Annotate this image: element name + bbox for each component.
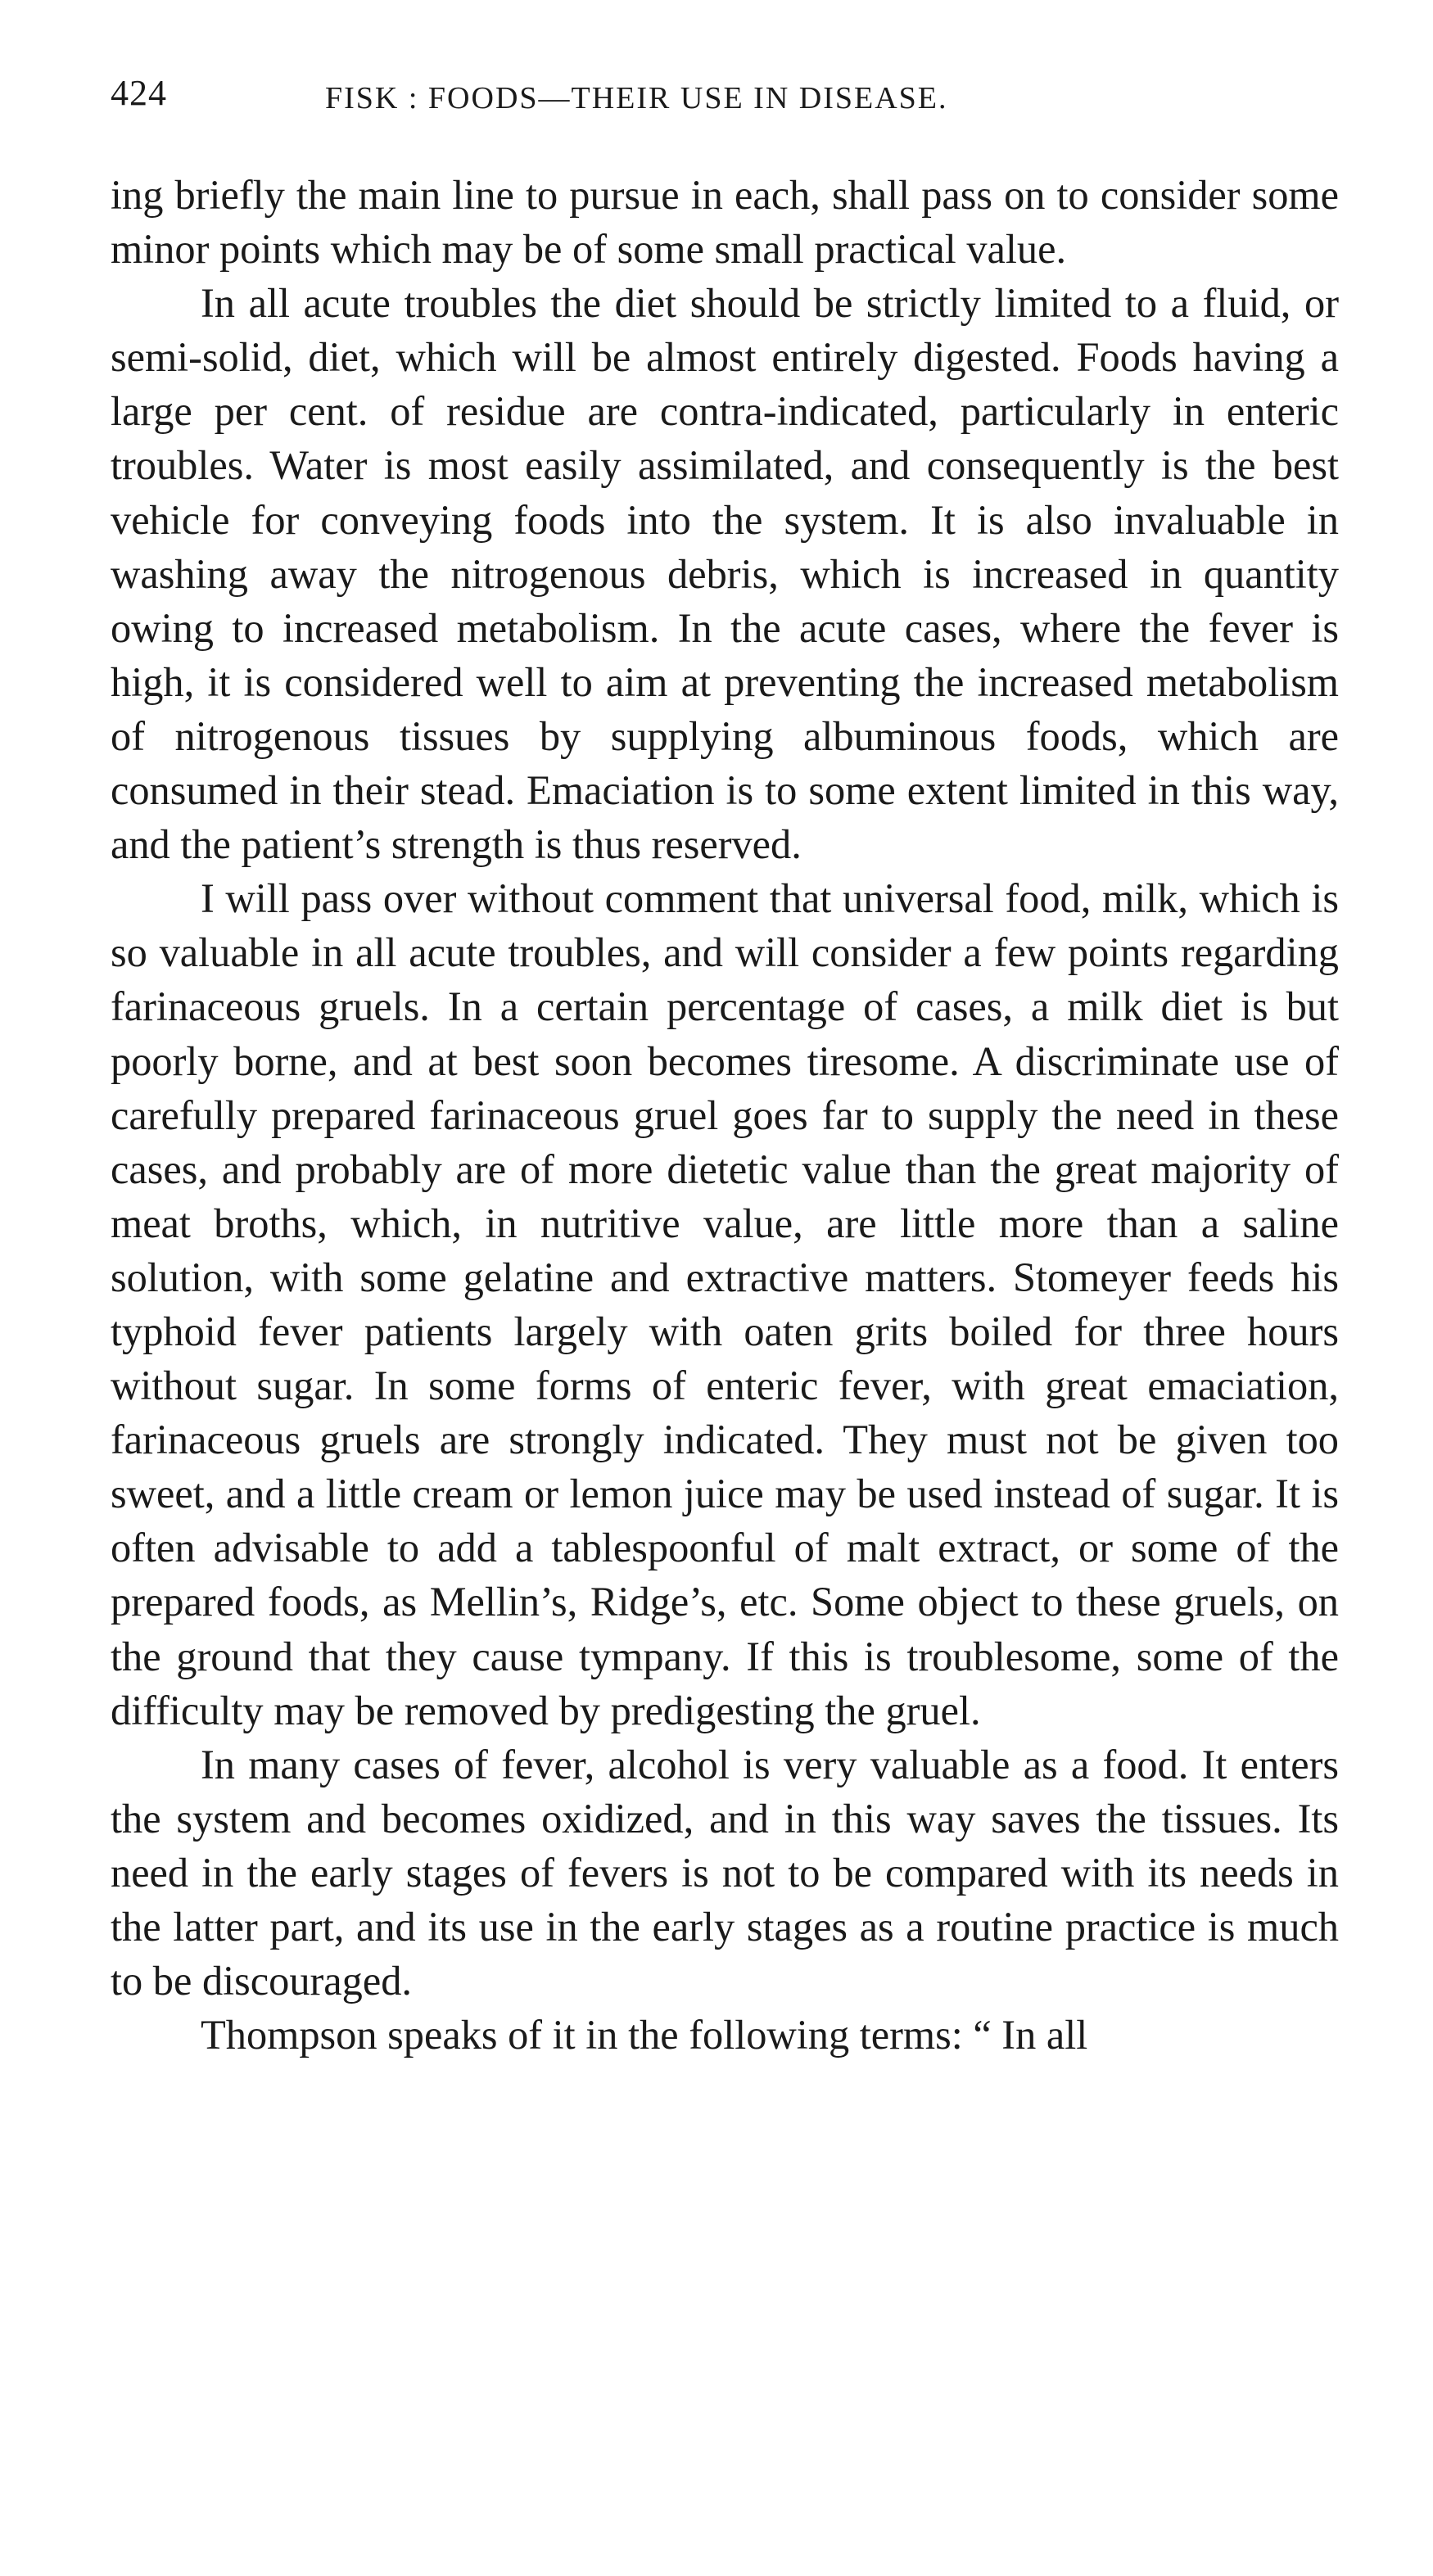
paragraph-farinaceous-gruels: I will pass over without comment that universal food, milk, which is so valuable in all acute troubles, and will consider a few points regarding farinaceous gruels. In a certain percentage of cases, a milk diet is but poorly borne, and at best soon becomes tiresome. A discriminate use of carefully prepared farinaceous gruel goes far to supply the need in these cases, and probably are of more dietetic value than the great majority of meat broths, which, in nutritive value, are little more than a saline solution, with some gelatine and extractive matters. Stomeyer feeds his typhoid fever patients largely with oaten grits boiled for three hours without sugar. In some forms of enteric fever, with great emaciation, farinaceous gruels are strongly indicated. They must not be given too sweet, and a little cream or lemon juice may be used instead of sugar. It is often advisable to add a tablespoonful of malt extract, or some of the prepared foods, as Mellin’s, Ridge’s, etc. Some object to these gruels, on the ground that they cause tympany. If this is troublesome, some of the difficulty may be removed by predigesting the gruel. — [111, 875, 1339, 1733]
page-number: 424 — [111, 73, 167, 113]
running-title: FISK : FOODS—THEIR USE IN DISEASE. — [325, 81, 948, 115]
body-text — [111, 168, 1339, 2062]
paragraph-alcohol-in-fever: In many cases of fever, alcohol is very valuable as a food. It enters the system and becomes oxidized, and in this way saves the tissues. Its need in the early stages of fevers is not to be compared with its needs in the latter part, and its use in the early stages as a routine practice is much to be discouraged. — [111, 1741, 1339, 2004]
page-header — [111, 72, 1339, 129]
paragraph-acute-troubles-diet: In all acute troubles the diet should be strictly limited to a fluid, or semi-solid, diet, which will be almost entirely digested. Foods having a large per cent. of residue are contra-indicated, particularly in enteric troubles. Water is most easily assimilated, and consequently is the best vehicle for conveying foods into the system. It is also invaluable in washing away the nitrogenous debris, which is increased in quantity owing to increased metabolism. In the acute cases, where the fever is high, it is considered well to aim at preventing the increased metabolism of nitrogenous tissues by supplying albuminous foods, which are consumed in their stead. Emaciation is to some extent limited in this way, and the patient’s strength is thus reserved. — [111, 280, 1339, 868]
paragraph-thompson-quote: Thompson speaks of it in the following terms: “ In all — [201, 2012, 1088, 2059]
paragraph-continued: ing briefly the main line to pursue in each, shall pass on to consider some minor points which may be of some small practical value. — [111, 172, 1339, 273]
